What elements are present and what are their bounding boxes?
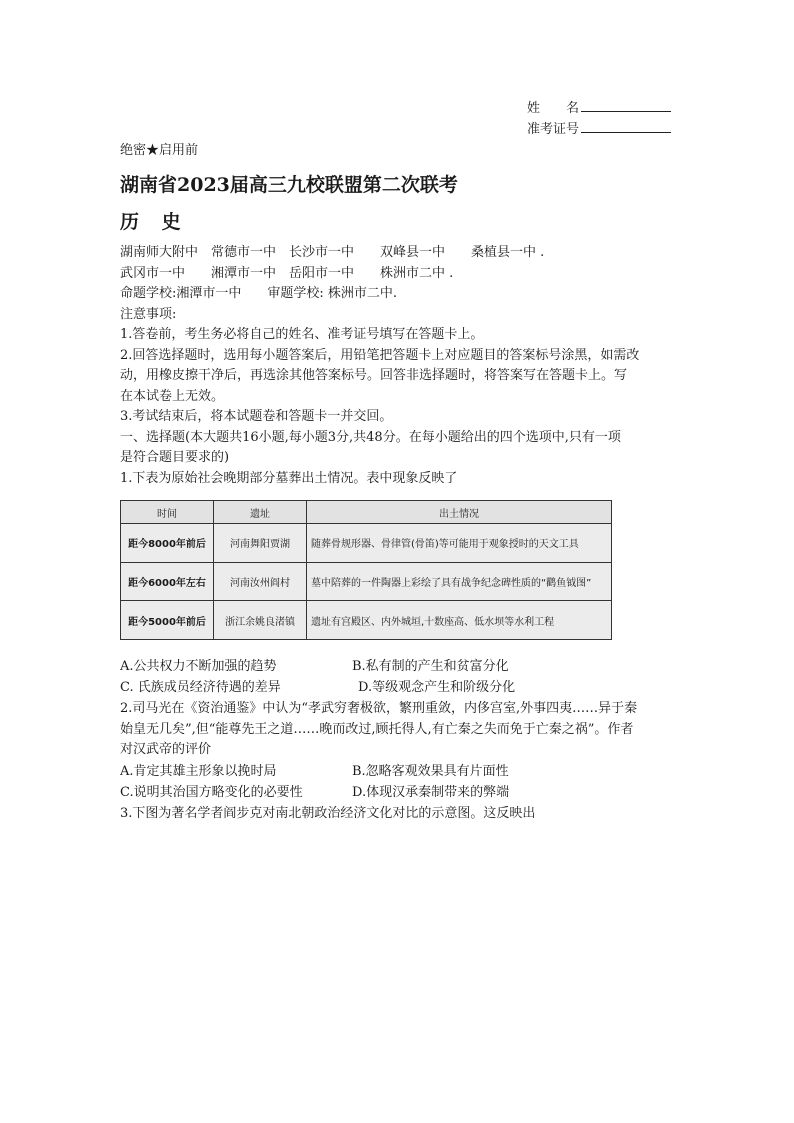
note-item: 2.回答选择题时，选用每小题答案后，用铅笔把答题卡上对应题目的答案标号涂黑，如需改: [120, 347, 640, 363]
question-stem: 1.下表为原始社会晚期部分墓葬出土情况。表中现象反映了: [120, 470, 458, 486]
school-line: 湖南师大附中 常德市一中 长沙市一中 双峰县一中 桑植县一中 .: [120, 245, 545, 260]
table-cell-time: 距今8000年前后: [121, 524, 214, 563]
school-line: 武冈市一中 湘潭市一中 岳阳市一中 株洲市二中 .: [120, 265, 454, 281]
option-d: D.体现汉承秦制带来的弊端: [352, 785, 510, 800]
name-blank-line: [581, 97, 671, 112]
table-cell-site: 浙江余姚良渚镇: [214, 601, 307, 640]
school-line: 命题学校:湘潭市一中 审题学校: 株洲市二中.: [120, 286, 398, 301]
school-list: [120, 243, 680, 489]
note-item: 在本试卷上无效。: [120, 388, 225, 404]
question-stem: 始皇无几矣”,但“能尊先王之道……晚而改过,顾托得人,有亡秦之失而免于亡秦之祸”。作者: [120, 721, 634, 737]
table-header-cell: 时间: [121, 501, 214, 524]
option-b: B.忽略客观效果具有片面性: [352, 764, 509, 779]
notes-heading: 注意事项:: [120, 306, 177, 322]
table-header-cell: 遗址: [214, 501, 307, 524]
name-field-row: [527, 97, 671, 120]
subject-title: 历 史: [120, 211, 189, 233]
question-2: [120, 699, 680, 761]
question-stem: 对汉武帝的评价: [120, 742, 212, 757]
question-stem: 3.下图为著名学者阎步克对南北朝政治经济文化对比的示意图。这反映出: [120, 806, 536, 821]
table-cell-finds: 墓中陪葬的一件陶器上彩绘了具有战争纪念碑性质的“鹳鱼钺图”: [307, 562, 612, 601]
option-c: C. 氏族成员经济待遇的差异: [120, 680, 281, 695]
table-row: [121, 524, 612, 563]
note-item: 3.考试结束后，将本试题卷和答题卡一并交回。: [120, 409, 393, 424]
table-cell-time: 距今6000年左右: [121, 562, 214, 601]
table-row: [121, 562, 612, 601]
table-cell-site: 河南舞阳贾湖: [214, 524, 307, 563]
option-c: C.说明其治国方略变化的必要性: [120, 785, 303, 800]
excavation-table: [120, 500, 612, 640]
option-d: D.等级观念产生和阶级分化: [358, 680, 516, 695]
table-cell-time: 距今5000年前后: [121, 601, 214, 640]
table-header-row: [121, 501, 612, 524]
table-cell-finds: 遗址有宫殿区、内外城垣,十数座高、低水坝等水利工程: [307, 601, 612, 640]
table-cell-finds: 随葬骨规形器、骨律管(骨笛)等可能用于观象授时的天文工具: [307, 524, 612, 563]
exam-title: 湖南省2023届高三九校联盟第二次联考: [120, 174, 458, 196]
table-row: [121, 601, 612, 640]
option-a: A.公共权力不断加强的趋势: [120, 659, 277, 674]
note-item: 动，用橡皮擦干净后，再选涂其他答案标号。回答非选择题时，将答案写在答题卡上。写: [120, 368, 628, 383]
note-item: 1.答卷前，考生务必将自己的姓名、准考证号填写在答题卡上。: [120, 327, 484, 342]
question-3: [120, 804, 680, 825]
name-label: 姓 名: [527, 101, 580, 116]
option-a: A.肯定其雄主形象以挽时局: [120, 764, 277, 779]
exam-id-blank-line: [581, 118, 671, 133]
section-heading: 是符合题目要求的): [120, 450, 230, 465]
exam-id-label: 准考证号: [527, 122, 580, 137]
exam-id-field-row: [527, 118, 671, 141]
question-stem: 2.司马光在《资治通鉴》中认为“孝武穷奢极欲，繁刑重敛，内侈宫室,外事四夷……异于秦: [120, 701, 638, 716]
table-cell-site: 河南汝州阎村: [214, 562, 307, 601]
section-heading: 一、选择题(本大题共16小题,每小题3分,共48分。在每小题给出的四个选项中,只有一项: [120, 429, 621, 445]
option-b: B.私有制的产生和贫富分化: [352, 659, 509, 674]
secret-label: 绝密★启用前: [120, 143, 199, 158]
table-header-cell: 出土情况: [307, 501, 612, 524]
